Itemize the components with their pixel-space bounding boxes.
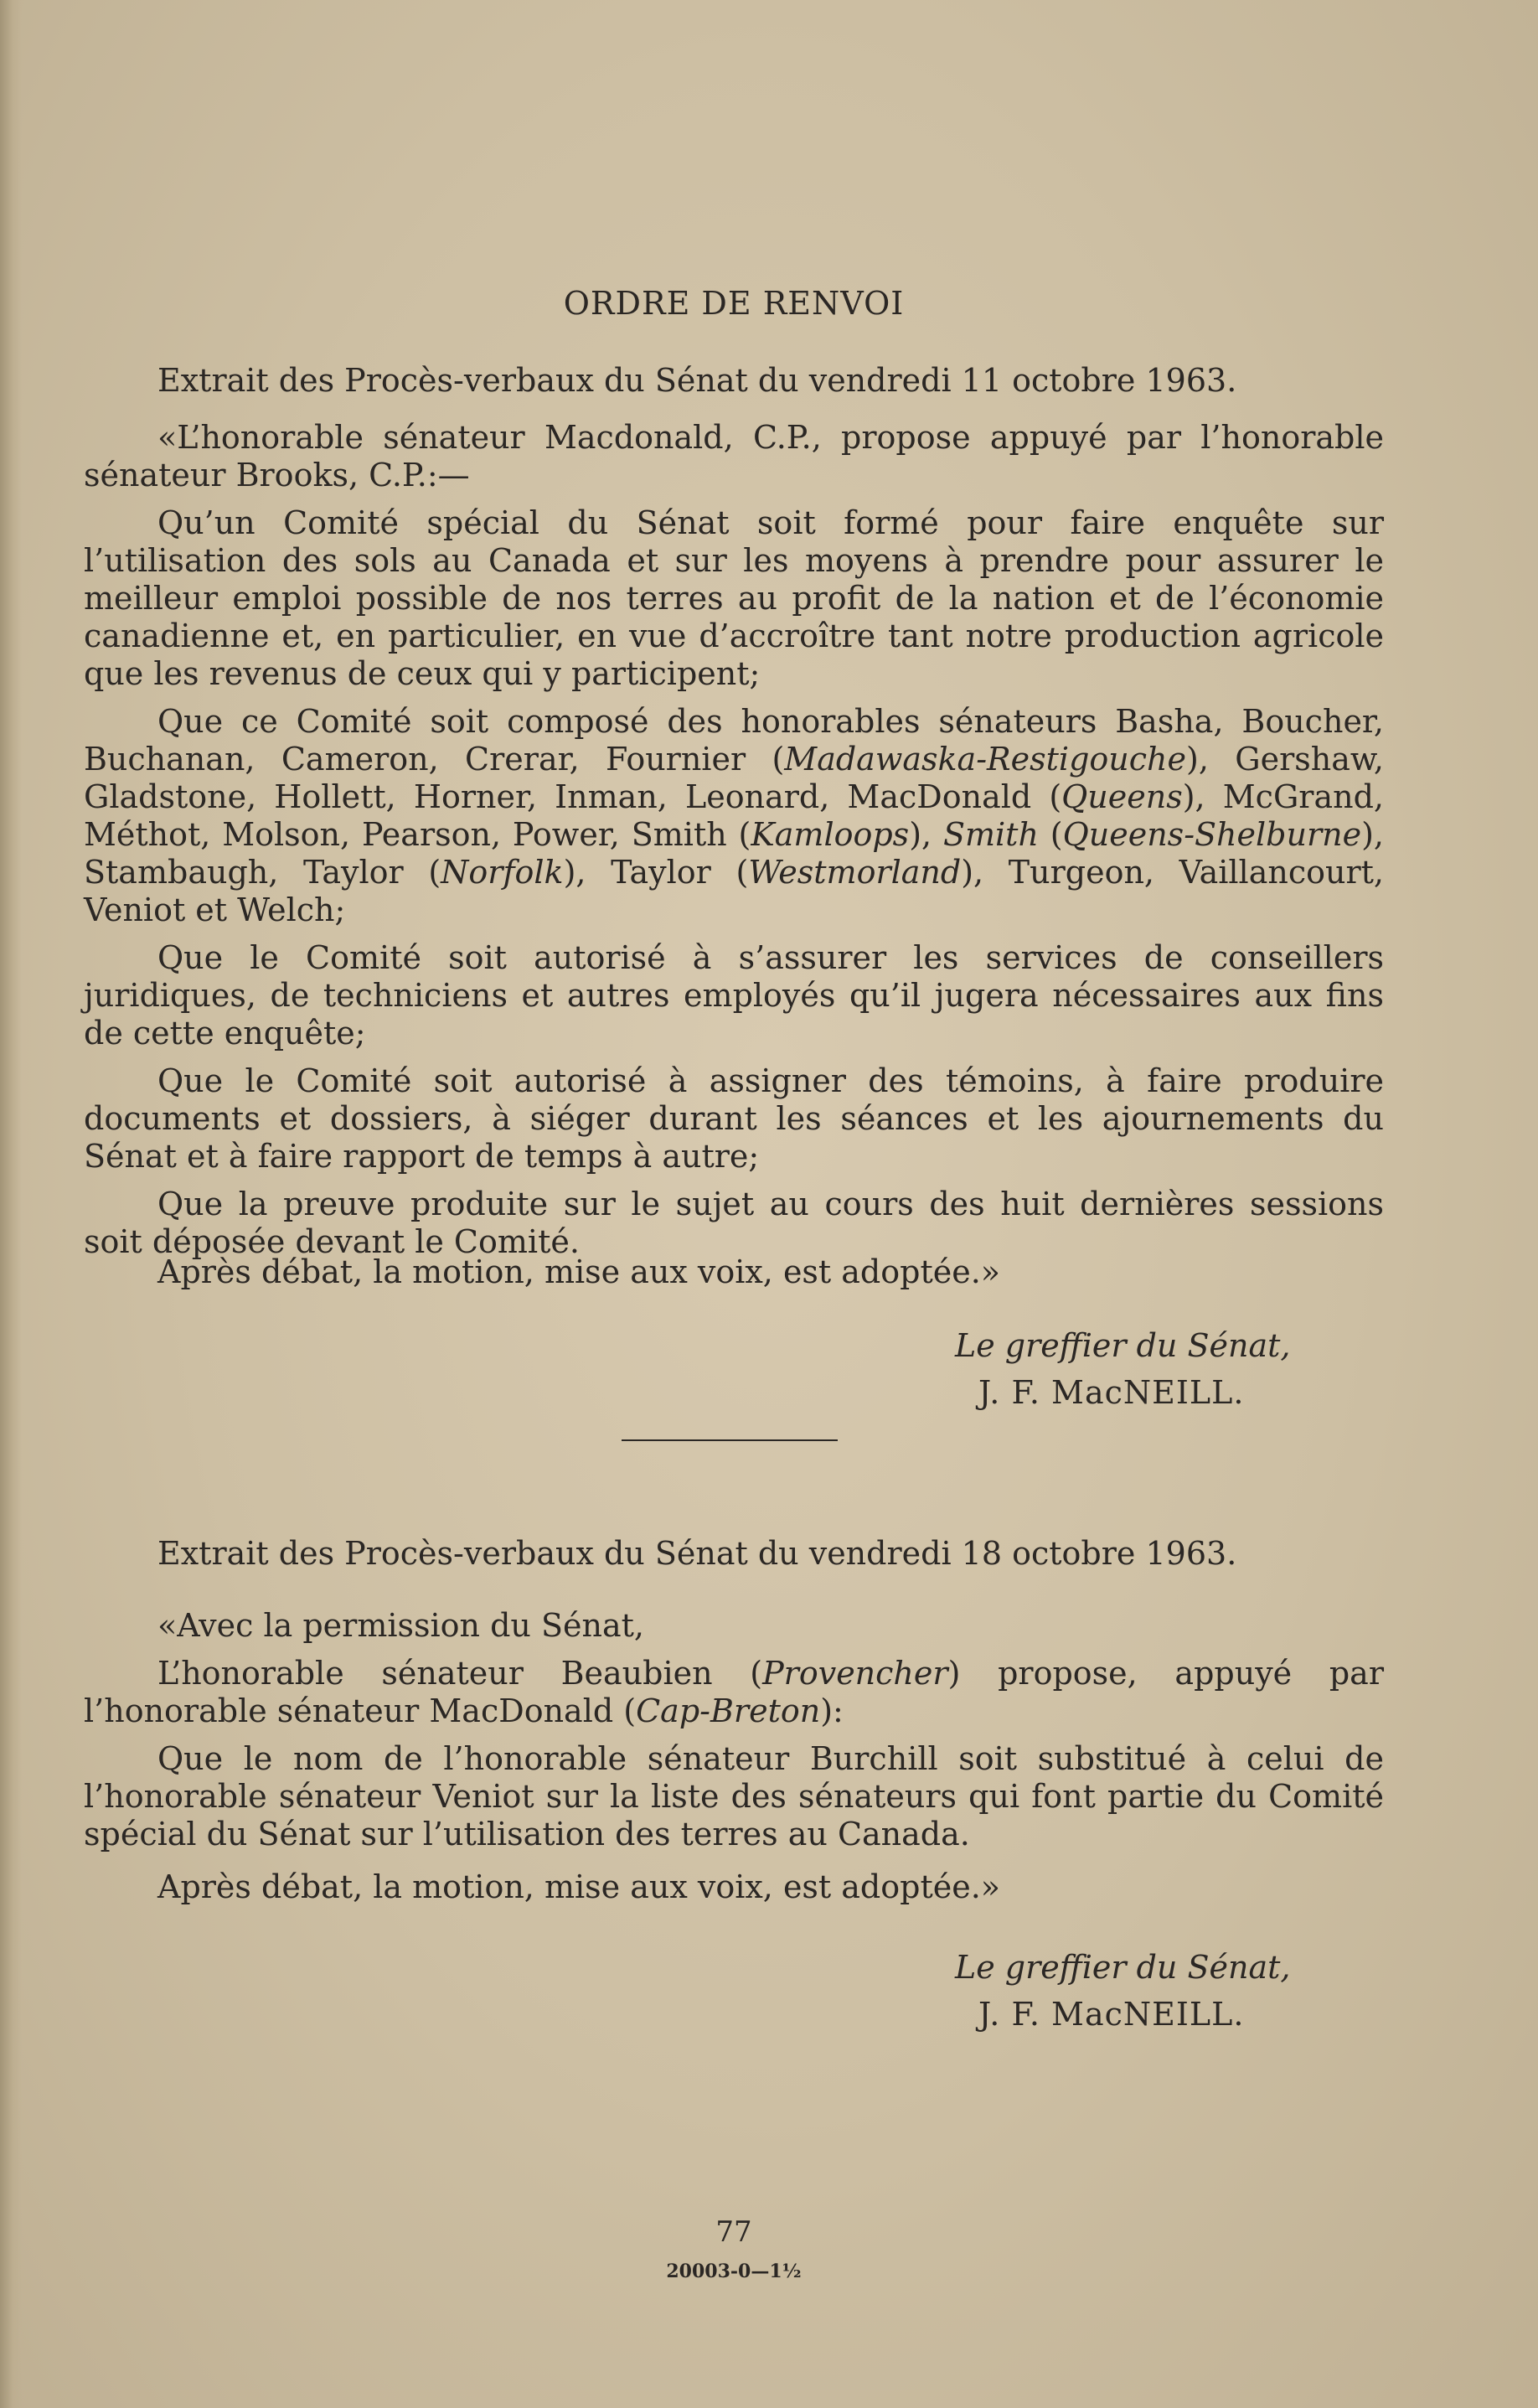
text-run: ), xyxy=(909,816,943,853)
second-order-body xyxy=(84,1607,1384,1853)
first-order-closing: Après débat, la motion, mise aux voix, est adoptée.» xyxy=(157,1253,1001,1290)
text-run: Que la preuve produite sur le sujet au cours des huit dernières sessions soit déposée devant le Comité. xyxy=(84,1186,1384,1260)
first-order-body xyxy=(84,419,1384,1261)
text-run: Que ce Comité soit composé des honorables sénateurs Basha, Boucher, Buchanan, Cameron, Crerar, Fournier ( xyxy=(84,703,1384,778)
italic-text: Provencher xyxy=(762,1655,948,1692)
italic-text: Queens-Shelburne xyxy=(1062,816,1362,853)
first-order-extract: Extrait des Procès-verbaux du Sénat du vendredi 11 octobre 1963. xyxy=(157,362,1237,399)
text-run: ), Stambaugh, Taylor ( xyxy=(84,816,1385,891)
text-run: ) propose, appuyé par l’honorable sénateur MacDonald ( xyxy=(84,1655,1384,1729)
first-order-signature-name: J. F. MacNEILL. xyxy=(978,1374,1245,1411)
italic-text: Smith xyxy=(942,816,1039,853)
italic-text: Kamloops xyxy=(751,816,910,853)
document-heading: ORDRE DE RENVOI xyxy=(563,285,905,322)
paragraph xyxy=(84,504,1384,693)
text-run: ), Turgeon, Vaillancourt, Veniot et Welch; xyxy=(84,854,1384,928)
text-run: ), Gershaw, Gladstone, Hollett, Horner, Inman, Leonard, MacDonald ( xyxy=(84,741,1384,815)
second-order-signature-name: J. F. MacNEILL. xyxy=(978,1996,1245,2033)
italic-text: Norfolk xyxy=(441,854,564,891)
paragraph xyxy=(84,1607,1384,1645)
italic-text: Cap-Breton xyxy=(636,1692,821,1729)
text-run: ): xyxy=(820,1692,844,1729)
paragraph xyxy=(84,1655,1384,1730)
text-run: Que le nom de l’honorable sénateur Burchill soit substitué à celui de l’honorable sénateur Veniot sur la liste des sénateurs qui font partie du Comité spécial du Sénat sur l’utilisation des terres au Canada. xyxy=(84,1740,1384,1853)
paragraph xyxy=(84,1186,1384,1261)
text-run: L’honorable sénateur Beaubien ( xyxy=(157,1655,763,1692)
second-order-extract: Extrait des Procès-verbaux du Sénat du vendredi 18 octobre 1963. xyxy=(157,1535,1237,1572)
text-run: «Avec la permission du Sénat, xyxy=(157,1607,644,1644)
document-page xyxy=(84,0,1384,2408)
first-order-signature xyxy=(955,1322,1424,1416)
italic-text: Madawaska-Restigouche xyxy=(784,741,1186,778)
paragraph xyxy=(84,703,1384,929)
page-binding-edge xyxy=(0,0,22,2408)
second-order-closing: Après débat, la motion, mise aux voix, est adoptée.» xyxy=(157,1868,1001,1905)
text-run: Que le Comité soit autorisé à assigner des témoins, à faire produire documents et dossiers, à siéger durant les séances et les ajournements du Sénat et à faire rapport de temps à autre; xyxy=(84,1062,1384,1175)
first-order-signature-title: Le greffier du Sénat, xyxy=(955,1327,1291,1364)
paragraph xyxy=(84,419,1384,494)
print-code: 20003-0—1½ xyxy=(666,2261,802,2282)
paragraph xyxy=(84,939,1384,1052)
first-order-extract-line xyxy=(84,362,1384,400)
section-divider xyxy=(622,1439,838,1441)
page-number: 77 xyxy=(715,2215,752,2249)
text-run: ), Taylor ( xyxy=(563,854,749,891)
second-order-signature xyxy=(955,1944,1424,2038)
text-run: «L’honorable sénateur Macdonald, C.P., propose appuyé par l’honorable sénateur Brooks, C.P.:— xyxy=(84,419,1384,493)
second-order-extract-line xyxy=(84,1535,1384,1573)
text-run: ), McGrand, Méthot, Molson, Pearson, Power, Smith ( xyxy=(84,778,1384,853)
paragraph xyxy=(84,1740,1384,1853)
text-run: ( xyxy=(1038,816,1063,853)
paragraph xyxy=(84,1062,1384,1176)
text-run: Que le Comité soit autorisé à s’assurer les services de conseillers juridiques, de techniciens et autres employés qu’il jugera nécessaires aux fins de cette enquête; xyxy=(84,939,1384,1052)
italic-text: Westmorland xyxy=(748,854,962,891)
text-run: Qu’un Comité spécial du Sénat soit formé pour faire enquête sur l’utilisation des sols au Canada et sur les moyens à prendre pour assurer le meilleur emploi possible de nos terres au profit de la nation et de l’économie canadienne et, en particulier, en vue d’accroître tant notre production agricole que les revenus de ceux qui y participent; xyxy=(84,504,1384,692)
second-order-signature-title: Le greffier du Sénat, xyxy=(955,1949,1291,1986)
italic-text: Queens xyxy=(1061,778,1183,815)
